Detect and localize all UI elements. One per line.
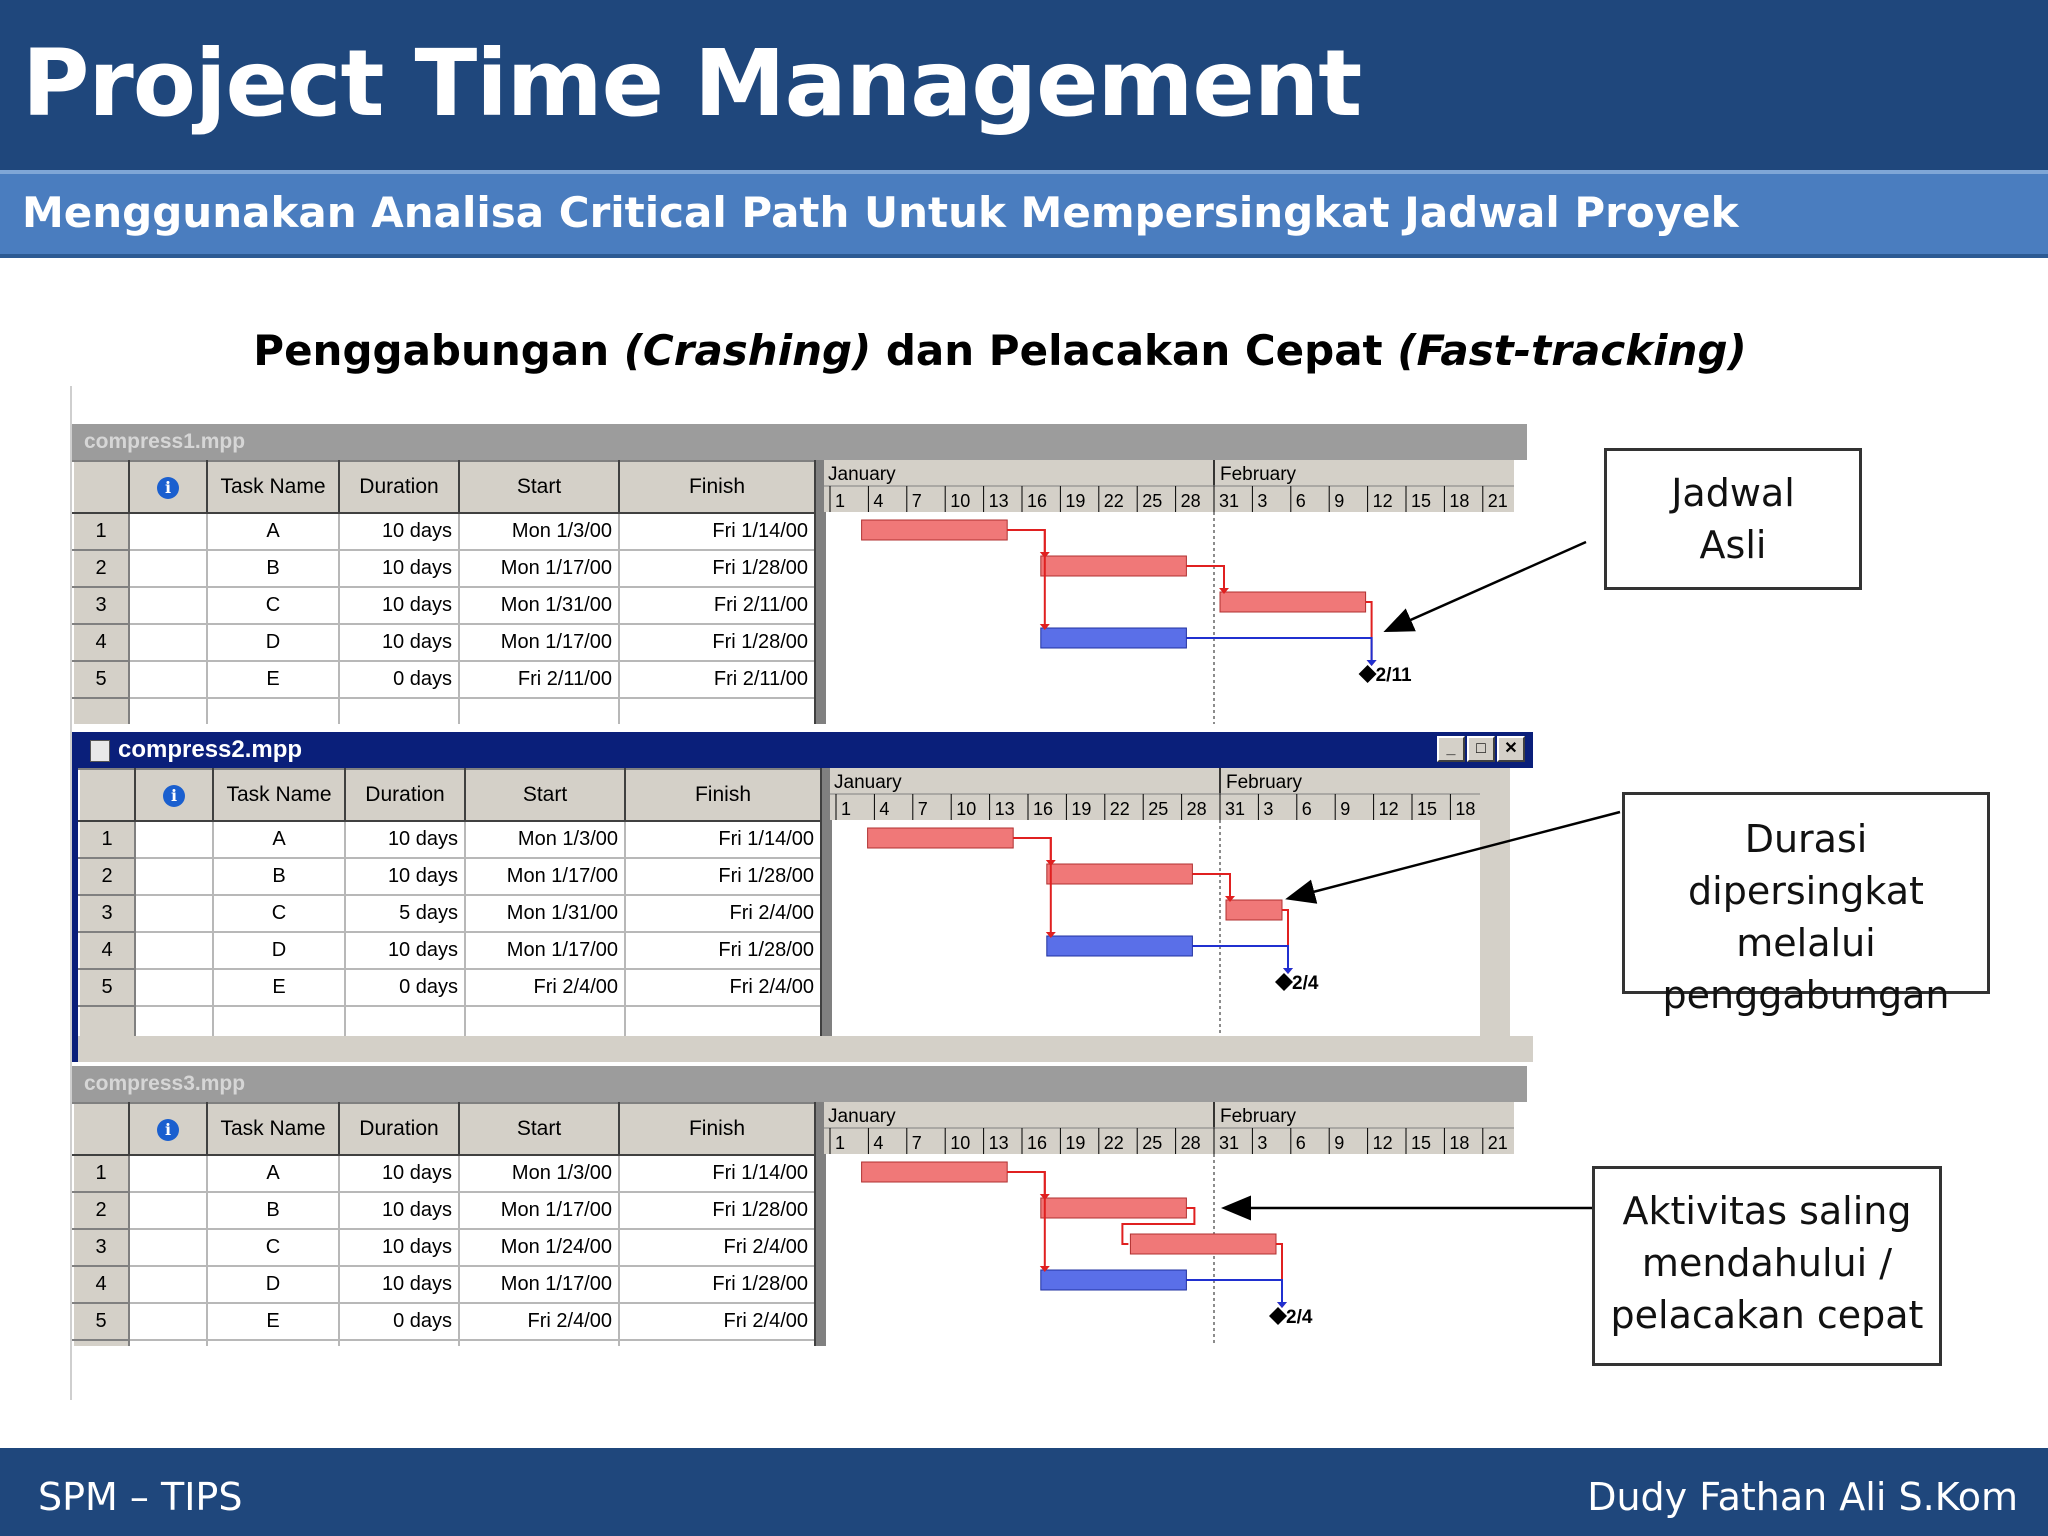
task-start[interactable]: Mon 1/17/00 [459,1266,619,1303]
arrow-crashing [1290,812,1620,898]
day-tick-label: 12 [1372,1133,1393,1153]
timescale-month-january: January [828,1106,896,1127]
task-finish[interactable]: Fri 2/4/00 [619,1303,815,1340]
task-start[interactable]: Fri 2/11/00 [459,661,619,698]
heading-text: Penggabungan (Crashing) dan Pelacakan Cepat (Fast-tracking) [253,326,1747,375]
day-tick-label: 4 [879,799,890,819]
task-duration[interactable]: 10 days [339,1266,459,1303]
task-id[interactable]: 3 [73,1229,129,1266]
day-tick-label: 25 [1148,799,1169,819]
task-finish[interactable]: Fri 1/28/00 [619,550,815,587]
task-duration[interactable]: 10 days [339,1229,459,1266]
task-duration[interactable]: 0 days [339,1303,459,1340]
task-name-header[interactable]: Task Name [207,461,339,513]
task-id[interactable]: 2 [73,1192,129,1229]
footer-author: Dudy Fathan Ali S.Kom [1587,1475,2018,1519]
day-tick-label: 15 [1417,799,1438,819]
slide-title: Project Time Management [22,30,1362,137]
task-start[interactable]: Mon 1/17/00 [465,932,625,969]
day-tick-label: 19 [1071,799,1092,819]
task-name[interactable]: D [207,1266,339,1303]
day-tick-label: 25 [1142,1133,1163,1153]
day-tick-label: 12 [1378,799,1399,819]
duration-header[interactable]: Duration [345,769,465,821]
day-tick-label: 28 [1180,491,1201,511]
day-tick-label: 12 [1372,491,1393,511]
task-name-header[interactable]: Task Name [207,1103,339,1155]
window-title: compress1.mpp [72,424,1527,460]
finish-header[interactable]: Finish [619,1103,815,1155]
callout-line: mendahului / [1641,1241,1893,1285]
day-tick-label: 16 [1033,799,1054,819]
day-tick-label: 4 [873,491,884,511]
task-name[interactable]: A [207,1155,339,1192]
day-tick-label: 18 [1455,799,1476,819]
day-tick-label: 22 [1109,799,1130,819]
task-finish[interactable]: Fri 1/28/00 [625,858,821,895]
day-tick-label: 13 [994,799,1015,819]
close-button[interactable]: ✕ [1497,736,1525,762]
day-tick-label: 9 [1334,491,1345,511]
task-start[interactable]: Mon 1/3/00 [465,821,625,858]
task-finish[interactable]: Fri 2/4/00 [619,1229,815,1266]
day-tick-label: 3 [1257,1133,1268,1153]
task-duration[interactable]: 5 days [345,895,465,932]
day-tick-label: 18 [1449,491,1470,511]
task-id[interactable]: 3 [79,895,135,932]
day-tick-label: 7 [911,1133,922,1153]
day-tick-label: 13 [988,1133,1009,1153]
task-start[interactable]: Mon 1/17/00 [459,550,619,587]
task-duration[interactable]: 10 days [339,1192,459,1229]
task-name[interactable]: D [213,932,345,969]
day-tick-label: 7 [917,799,928,819]
finish-header[interactable]: Finish [619,461,815,513]
day-tick-label: 22 [1103,491,1124,511]
day-tick-label: 10 [956,799,977,819]
timescale-month-february: February [1226,772,1303,793]
task-id[interactable]: 4 [73,1266,129,1303]
task-name[interactable]: E [207,1303,339,1340]
start-header[interactable]: Start [465,769,625,821]
day-tick-label: 1 [841,799,852,819]
callout-line: melalui [1736,921,1876,965]
info-icon: i [163,785,185,807]
task-id[interactable]: 1 [73,1155,129,1192]
task-duration[interactable]: 0 days [345,969,465,1006]
timescale-month-february: February [1220,464,1297,485]
day-tick-label: 3 [1263,799,1274,819]
day-tick-label: 31 [1225,799,1246,819]
task-start[interactable]: Mon 1/31/00 [459,587,619,624]
task-id[interactable]: 1 [79,821,135,858]
day-tick-label: 25 [1142,491,1163,511]
day-tick-label: 18 [1449,1133,1470,1153]
timescale-month-january: January [828,464,896,485]
duration-header[interactable]: Duration [339,461,459,513]
milestone-label: 2/4 [1292,973,1319,994]
arrow-jadwal-asli [1388,542,1586,630]
task-finish[interactable]: Fri 1/28/00 [619,1266,815,1303]
day-tick-label: 21 [1487,1133,1508,1153]
task-finish[interactable]: Fri 1/28/00 [619,1192,815,1229]
day-tick-label: 31 [1219,1133,1240,1153]
minimize-button[interactable]: _ [1437,736,1465,762]
day-tick-label: 16 [1027,1133,1048,1153]
day-tick-label: 9 [1340,799,1351,819]
task-finish[interactable]: Fri 2/11/00 [619,661,815,698]
milestone-label: 2/4 [1286,1307,1313,1328]
day-tick-label: 15 [1411,491,1432,511]
task-duration[interactable]: 10 days [339,550,459,587]
task-name[interactable]: B [213,858,345,895]
task-duration[interactable]: 10 days [339,624,459,661]
task-name[interactable]: B [207,1192,339,1229]
day-tick-label: 1 [835,491,846,511]
info-icon: i [157,477,179,499]
callout-line: penggabungan [1662,973,1950,1017]
day-tick-label: 15 [1411,1133,1432,1153]
task-start[interactable]: Mon 1/3/00 [459,513,619,550]
callout-line: pelacakan cepat [1610,1293,1924,1337]
task-id[interactable]: 1 [73,513,129,550]
task-duration[interactable]: 10 days [345,932,465,969]
task-duration[interactable]: 10 days [339,587,459,624]
task-name[interactable]: C [207,1229,339,1266]
task-start[interactable]: Mon 1/3/00 [459,1155,619,1192]
task-finish[interactable]: Fri 2/11/00 [619,587,815,624]
task-id[interactable]: 5 [73,661,129,698]
callout-line: Asli [1699,523,1767,567]
task-start[interactable]: Mon 1/31/00 [465,895,625,932]
duration-header[interactable]: Duration [339,1103,459,1155]
task-name[interactable]: C [213,895,345,932]
task-start[interactable]: Mon 1/17/00 [459,624,619,661]
task-name[interactable]: E [213,969,345,1006]
task-name[interactable]: D [207,624,339,661]
day-tick-label: 31 [1219,491,1240,511]
day-tick-label: 7 [911,491,922,511]
day-tick-label: 4 [873,1133,884,1153]
task-duration[interactable]: 10 days [345,858,465,895]
task-name[interactable]: C [207,587,339,624]
info-icon: i [157,1119,179,1141]
footer-course: SPM – TIPS [38,1475,243,1519]
task-id[interactable]: 2 [73,550,129,587]
task-start[interactable]: Mon 1/24/00 [459,1229,619,1266]
task-finish[interactable]: Fri 2/4/00 [625,895,821,932]
task-duration[interactable]: 10 days [339,513,459,550]
day-tick-label: 10 [950,491,971,511]
day-tick-label: 21 [1487,491,1508,511]
task-name[interactable]: A [207,513,339,550]
maximize-button[interactable]: □ [1467,736,1495,762]
day-tick-label: 16 [1027,491,1048,511]
task-id[interactable]: 5 [73,1303,129,1340]
day-tick-label: 9 [1334,1133,1345,1153]
task-name[interactable]: A [213,821,345,858]
task-finish[interactable]: Fri 1/28/00 [619,624,815,661]
task-finish[interactable]: Fri 1/14/00 [619,513,815,550]
task-start[interactable]: Mon 1/17/00 [465,858,625,895]
task-id[interactable]: 5 [79,969,135,1006]
day-tick-label: 6 [1295,491,1306,511]
task-finish[interactable]: Fri 2/4/00 [625,969,821,1006]
task-start[interactable]: Mon 1/17/00 [459,1192,619,1229]
day-tick-label: 19 [1065,491,1086,511]
day-tick-label: 6 [1295,1133,1306,1153]
task-id[interactable]: 2 [79,858,135,895]
task-name[interactable]: B [207,550,339,587]
task-id[interactable]: 4 [79,932,135,969]
day-tick-label: 13 [988,491,1009,511]
callout-line: Jadwal [1671,471,1795,515]
day-tick-label: 19 [1065,1133,1086,1153]
slide-subtitle: Menggunakan Analisa Critical Path Untuk Mempersingkat Jadwal Proyek [22,188,1739,237]
day-tick-label: 28 [1180,1133,1201,1153]
task-start[interactable]: Fri 2/4/00 [465,969,625,1006]
finish-header[interactable]: Finish [625,769,821,821]
start-header[interactable]: Start [459,1103,619,1155]
start-header[interactable]: Start [459,461,619,513]
day-tick-label: 10 [950,1133,971,1153]
task-start[interactable]: Fri 2/4/00 [459,1303,619,1340]
window-title: compress3.mpp [72,1066,1527,1102]
callout-line: Durasi dipersingkat [1688,817,1924,913]
window-title-text: compress2.mpp [118,736,303,763]
task-name[interactable]: E [207,661,339,698]
task-id[interactable]: 3 [73,587,129,624]
task-name-header[interactable]: Task Name [213,769,345,821]
task-duration[interactable]: 0 days [339,661,459,698]
callout-line: Aktivitas saling [1622,1189,1912,1233]
milestone-label: 2/11 [1375,665,1412,686]
task-id[interactable]: 4 [73,624,129,661]
timescale-month-january: January [834,772,902,793]
task-finish[interactable]: Fri 1/14/00 [619,1155,815,1192]
task-finish[interactable]: Fri 1/28/00 [625,932,821,969]
day-tick-label: 1 [835,1133,846,1153]
day-tick-label: 22 [1103,1133,1124,1153]
task-finish[interactable]: Fri 1/14/00 [625,821,821,858]
day-tick-label: 28 [1186,799,1207,819]
day-tick-label: 6 [1301,799,1312,819]
task-duration[interactable]: 10 days [345,821,465,858]
day-tick-label: 3 [1257,491,1268,511]
task-duration[interactable]: 10 days [339,1155,459,1192]
timescale-month-february: February [1220,1106,1297,1127]
